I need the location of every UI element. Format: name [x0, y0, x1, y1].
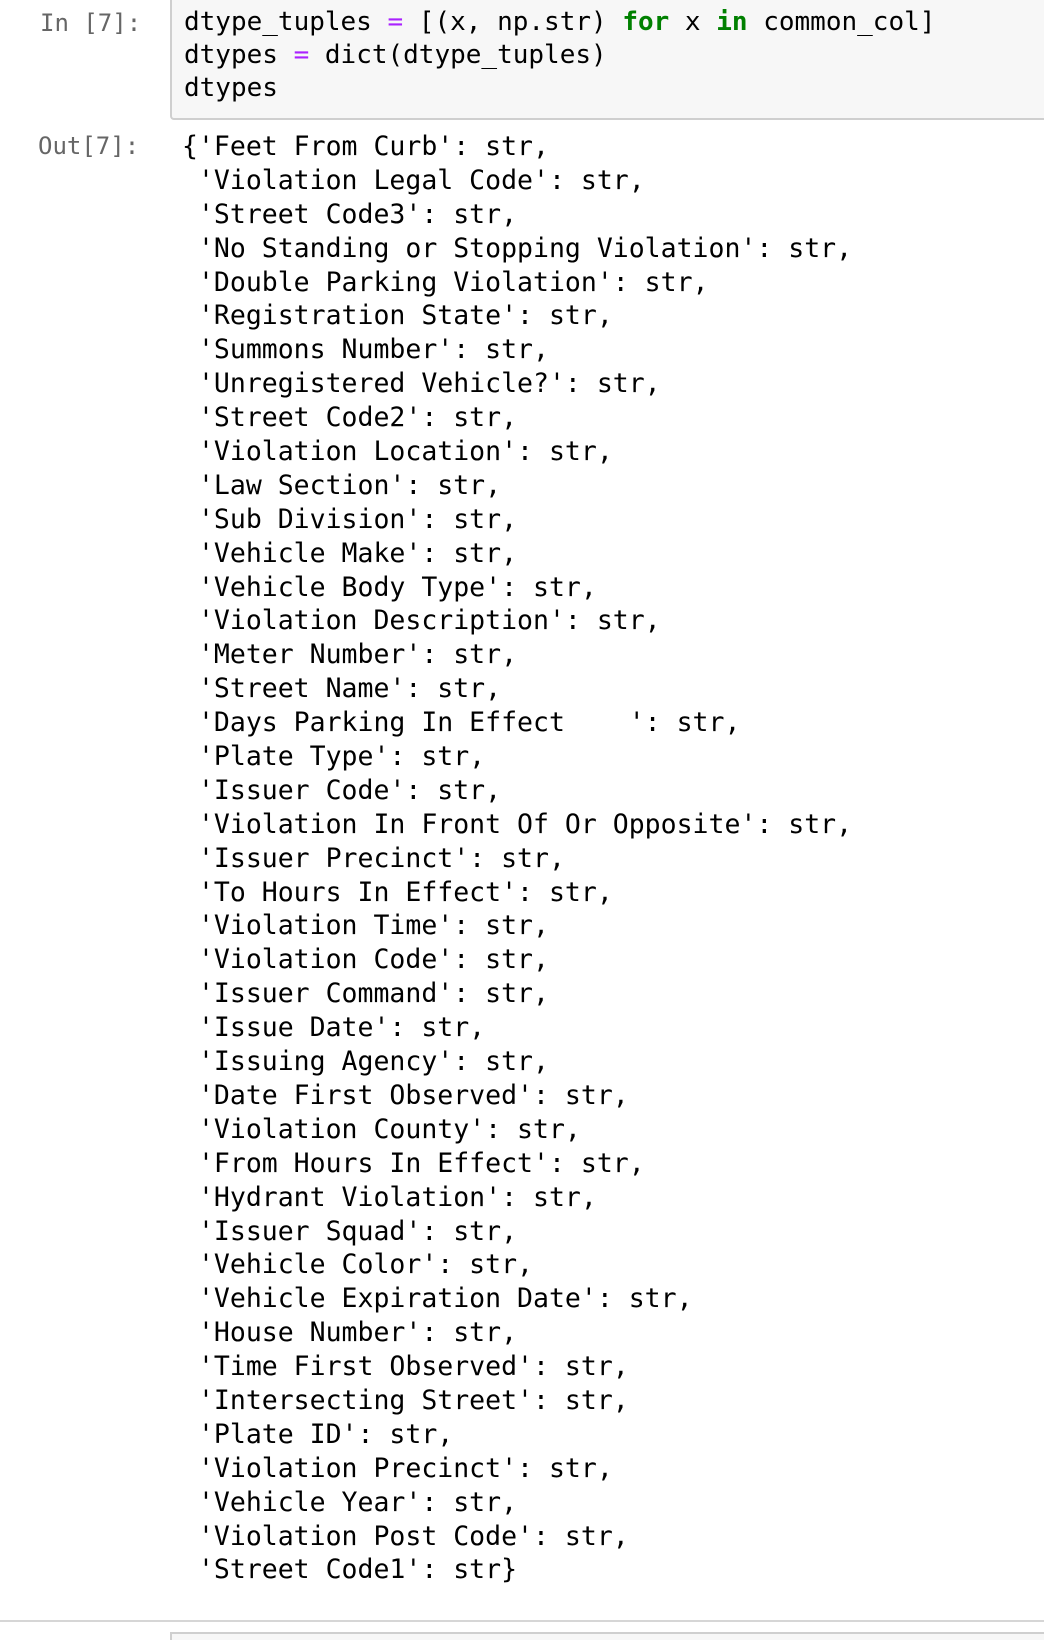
- output-line: 'Violation Time': str,: [182, 910, 549, 942]
- output-line: 'Street Code2': str,: [182, 402, 518, 434]
- output-line: 'No Standing or Stopping Violation': str,: [182, 232, 853, 264]
- output-line: 'Violation Description': str,: [182, 605, 661, 637]
- output-line: 'Plate ID': str,: [182, 1418, 454, 1450]
- output-line: 'To Hours In Effect': str,: [182, 876, 613, 908]
- code-input-cell[interactable]: [170, 0, 1044, 120]
- output-line: 'Intersecting Street': str,: [182, 1384, 629, 1416]
- code-token: dict(dtype_tuples): [309, 40, 607, 70]
- output-line: 'Street Name': str,: [182, 673, 502, 705]
- code-line-2: [184, 38, 607, 72]
- output-line: 'Issuer Code': str,: [182, 774, 502, 806]
- output-line: 'Days Parking In Effect ': str,: [182, 707, 741, 739]
- output-line: 'Violation Legal Code': str,: [182, 164, 645, 196]
- output-line: 'Vehicle Color': str,: [182, 1249, 533, 1281]
- output-line: 'Issuer Squad': str,: [182, 1215, 518, 1247]
- output-line: 'Double Parking Violation': str,: [182, 266, 709, 298]
- next-code-cell[interactable]: [170, 1632, 1044, 1640]
- output-line: 'From Hours In Effect': str,: [182, 1147, 645, 1179]
- code-line-3: dtypes: [184, 73, 278, 103]
- output-line: 'Sub Division': str,: [182, 503, 518, 535]
- output-line: 'Meter Number': str,: [182, 639, 518, 671]
- output-line: 'Issuer Command': str,: [182, 978, 549, 1010]
- output-line: 'House Number': str,: [182, 1317, 518, 1349]
- input-prompt: In [7]:: [40, 9, 142, 37]
- output-line: 'Vehicle Make': str,: [182, 537, 518, 569]
- for-keyword: for: [622, 7, 670, 37]
- output-line: {'Feet From Curb': str,: [182, 131, 549, 162]
- output-line: 'Vehicle Expiration Date': str,: [182, 1283, 693, 1315]
- output-line: 'Registration State': str,: [182, 300, 613, 332]
- code-token: dtypes: [184, 40, 294, 70]
- output-line: 'Street Code1': str}: [182, 1554, 518, 1586]
- output-line: 'Summons Number': str,: [182, 334, 549, 366]
- output-line: 'Violation Location': str,: [182, 436, 613, 468]
- output-line: 'Date First Observed': str,: [182, 1079, 629, 1111]
- output-line: 'Time First Observed': str,: [182, 1351, 629, 1383]
- output-line: 'Plate Type': str,: [182, 741, 486, 773]
- output-line: 'Violation County': str,: [182, 1113, 581, 1145]
- output-line: 'Violation Post Code': str,: [182, 1520, 629, 1552]
- output-line: 'Law Section': str,: [182, 469, 502, 501]
- code-token: dtype_tuples: [184, 7, 388, 37]
- output-line: 'Issuing Agency': str,: [182, 1046, 549, 1078]
- cell-divider: [0, 1620, 1044, 1622]
- output-line: 'Violation Precinct': str,: [182, 1452, 613, 1484]
- in-keyword: in: [716, 7, 748, 37]
- output-line: 'Street Code3': str,: [182, 198, 518, 230]
- cell-output: [182, 130, 1032, 1587]
- code-token: [(x, np.str): [403, 7, 623, 37]
- output-line: 'Issue Date': str,: [182, 1012, 486, 1044]
- code-token: x: [669, 7, 717, 37]
- output-line: 'Issuer Precinct': str,: [182, 842, 565, 874]
- assign-operator: =: [293, 40, 310, 70]
- output-line: 'Violation In Front Of Or Opposite': str,: [182, 808, 853, 840]
- output-line: 'Vehicle Body Type': str,: [182, 571, 597, 603]
- code-token: common_col]: [747, 7, 936, 37]
- code-line-1: [184, 5, 935, 39]
- output-line: 'Unregistered Vehicle?': str,: [182, 368, 661, 400]
- assign-operator: =: [387, 7, 404, 37]
- output-line: 'Vehicle Year': str,: [182, 1486, 518, 1518]
- output-line: 'Hydrant Violation': str,: [182, 1181, 597, 1213]
- output-prompt: Out[7]:: [38, 132, 140, 160]
- output-line: 'Violation Code': str,: [182, 944, 549, 976]
